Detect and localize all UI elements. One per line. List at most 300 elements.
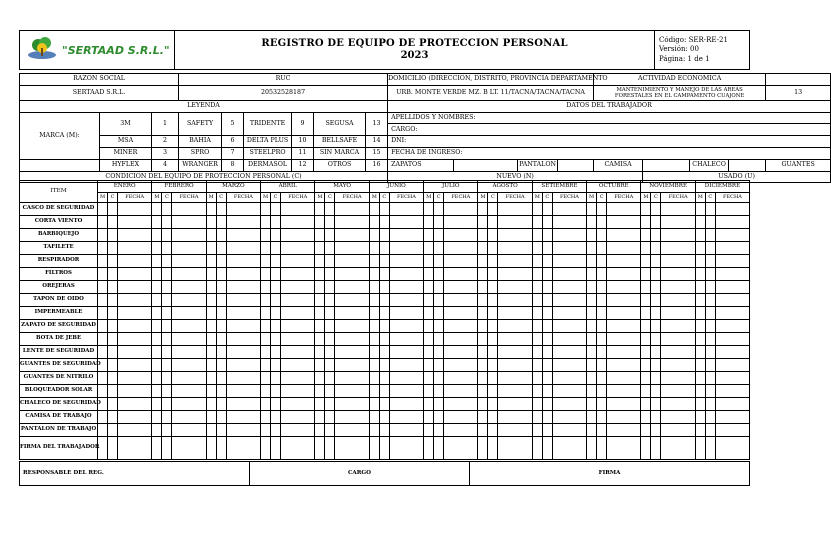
condicion-cell[interactable] bbox=[651, 398, 661, 411]
marca-cell[interactable] bbox=[532, 411, 542, 424]
marca-cell[interactable] bbox=[695, 242, 705, 255]
condicion-cell[interactable] bbox=[488, 216, 498, 229]
condicion-cell[interactable] bbox=[705, 229, 715, 242]
fecha-cell[interactable] bbox=[715, 398, 749, 411]
condicion-cell[interactable] bbox=[108, 398, 118, 411]
marca-cell[interactable] bbox=[206, 359, 216, 372]
marca-cell[interactable] bbox=[478, 294, 488, 307]
condicion-cell[interactable] bbox=[434, 255, 444, 268]
marca-cell[interactable] bbox=[261, 281, 271, 294]
condicion-cell[interactable] bbox=[705, 346, 715, 359]
condicion-cell[interactable] bbox=[542, 281, 552, 294]
fecha-cell[interactable] bbox=[498, 229, 532, 242]
cargo-field[interactable]: CARGO: bbox=[388, 124, 831, 136]
fecha-cell[interactable] bbox=[661, 229, 695, 242]
marca-cell[interactable] bbox=[152, 372, 162, 385]
marca-cell[interactable] bbox=[369, 294, 379, 307]
fecha-cell[interactable] bbox=[498, 411, 532, 424]
firma-cell[interactable] bbox=[641, 437, 651, 460]
marca-cell[interactable] bbox=[532, 320, 542, 333]
condicion-cell[interactable] bbox=[108, 372, 118, 385]
marca-cell[interactable] bbox=[478, 333, 488, 346]
marca-cell[interactable] bbox=[369, 424, 379, 437]
fecha-cell[interactable] bbox=[172, 268, 206, 281]
marca-cell[interactable] bbox=[478, 346, 488, 359]
firma-cell[interactable] bbox=[152, 437, 162, 460]
marca-cell[interactable] bbox=[315, 255, 325, 268]
marca-cell[interactable] bbox=[261, 320, 271, 333]
marca-cell[interactable] bbox=[152, 255, 162, 268]
marca-cell[interactable] bbox=[315, 411, 325, 424]
marca-cell[interactable] bbox=[152, 385, 162, 398]
condicion-cell[interactable] bbox=[379, 372, 389, 385]
marca-cell[interactable] bbox=[206, 346, 216, 359]
fecha-cell[interactable] bbox=[389, 333, 423, 346]
marca-cell[interactable] bbox=[641, 216, 651, 229]
condicion-cell[interactable] bbox=[705, 398, 715, 411]
marca-cell[interactable] bbox=[369, 255, 379, 268]
condicion-cell[interactable] bbox=[325, 424, 335, 437]
fecha-cell[interactable] bbox=[715, 216, 749, 229]
condicion-cell[interactable] bbox=[597, 294, 607, 307]
condicion-cell[interactable] bbox=[216, 346, 226, 359]
condicion-cell[interactable] bbox=[434, 294, 444, 307]
condicion-cell[interactable] bbox=[108, 255, 118, 268]
fecha-cell[interactable] bbox=[444, 281, 478, 294]
condicion-cell[interactable] bbox=[216, 307, 226, 320]
fecha-cell[interactable] bbox=[661, 385, 695, 398]
fecha-cell[interactable] bbox=[552, 320, 586, 333]
marca-cell[interactable] bbox=[641, 346, 651, 359]
marca-cell[interactable] bbox=[261, 372, 271, 385]
fecha-cell[interactable] bbox=[226, 255, 260, 268]
condicion-cell[interactable] bbox=[651, 346, 661, 359]
condicion-cell[interactable] bbox=[271, 346, 281, 359]
fecha-cell[interactable] bbox=[118, 216, 152, 229]
fecha-cell[interactable] bbox=[172, 398, 206, 411]
fecha-cell[interactable] bbox=[281, 398, 315, 411]
condicion-cell[interactable] bbox=[651, 320, 661, 333]
marca-cell[interactable] bbox=[315, 294, 325, 307]
condicion-cell[interactable] bbox=[325, 255, 335, 268]
firma-cell[interactable] bbox=[542, 437, 552, 460]
marca-cell[interactable] bbox=[478, 281, 488, 294]
firma-cell[interactable] bbox=[369, 437, 379, 460]
condicion-cell[interactable] bbox=[542, 268, 552, 281]
fecha-cell[interactable] bbox=[118, 294, 152, 307]
marca-cell[interactable] bbox=[478, 307, 488, 320]
marca-cell[interactable] bbox=[587, 255, 597, 268]
marca-cell[interactable] bbox=[152, 333, 162, 346]
fecha-cell[interactable] bbox=[444, 203, 478, 216]
condicion-cell[interactable] bbox=[162, 216, 172, 229]
firma-cell[interactable] bbox=[444, 437, 478, 460]
fecha-cell[interactable] bbox=[281, 229, 315, 242]
condicion-cell[interactable] bbox=[488, 359, 498, 372]
condicion-cell[interactable] bbox=[488, 320, 498, 333]
marca-cell[interactable] bbox=[261, 385, 271, 398]
firma-cell[interactable] bbox=[424, 437, 434, 460]
condicion-cell[interactable] bbox=[325, 229, 335, 242]
marca-cell[interactable] bbox=[532, 281, 542, 294]
fecha-cell[interactable] bbox=[226, 385, 260, 398]
firma-cell[interactable] bbox=[281, 437, 315, 460]
fecha-cell[interactable] bbox=[661, 333, 695, 346]
condicion-cell[interactable] bbox=[651, 333, 661, 346]
fecha-cell[interactable] bbox=[552, 385, 586, 398]
marca-cell[interactable] bbox=[152, 320, 162, 333]
condicion-cell[interactable] bbox=[325, 203, 335, 216]
fecha-cell[interactable] bbox=[444, 216, 478, 229]
marca-cell[interactable] bbox=[641, 385, 651, 398]
condicion-cell[interactable] bbox=[651, 216, 661, 229]
fecha-cell[interactable] bbox=[661, 242, 695, 255]
marca-cell[interactable] bbox=[478, 359, 488, 372]
condicion-cell[interactable] bbox=[542, 307, 552, 320]
fecha-cell[interactable] bbox=[172, 424, 206, 437]
condicion-cell[interactable] bbox=[488, 333, 498, 346]
marca-cell[interactable] bbox=[587, 216, 597, 229]
fecha-cell[interactable] bbox=[661, 216, 695, 229]
condicion-cell[interactable] bbox=[488, 281, 498, 294]
marca-cell[interactable] bbox=[261, 398, 271, 411]
fecha-cell[interactable] bbox=[498, 359, 532, 372]
fecha-cell[interactable] bbox=[281, 268, 315, 281]
marca-cell[interactable] bbox=[587, 385, 597, 398]
condicion-cell[interactable] bbox=[434, 268, 444, 281]
condicion-cell[interactable] bbox=[379, 307, 389, 320]
fecha-cell[interactable] bbox=[389, 229, 423, 242]
marca-cell[interactable] bbox=[641, 320, 651, 333]
fecha-cell[interactable] bbox=[281, 294, 315, 307]
firma-cell[interactable] bbox=[98, 437, 108, 460]
condicion-cell[interactable] bbox=[379, 203, 389, 216]
marca-cell[interactable] bbox=[587, 242, 597, 255]
fecha-cell[interactable] bbox=[335, 320, 369, 333]
marca-cell[interactable] bbox=[424, 346, 434, 359]
condicion-cell[interactable] bbox=[379, 242, 389, 255]
marca-cell[interactable] bbox=[478, 229, 488, 242]
marca-cell[interactable] bbox=[152, 398, 162, 411]
fecha-cell[interactable] bbox=[335, 372, 369, 385]
condicion-cell[interactable] bbox=[271, 398, 281, 411]
firma-cell[interactable] bbox=[118, 437, 152, 460]
marca-cell[interactable] bbox=[587, 307, 597, 320]
condicion-cell[interactable] bbox=[379, 359, 389, 372]
condicion-cell[interactable] bbox=[651, 281, 661, 294]
marca-cell[interactable] bbox=[206, 242, 216, 255]
marca-cell[interactable] bbox=[424, 333, 434, 346]
marca-cell[interactable] bbox=[206, 385, 216, 398]
fecha-cell[interactable] bbox=[172, 203, 206, 216]
marca-cell[interactable] bbox=[532, 398, 542, 411]
marca-cell[interactable] bbox=[315, 333, 325, 346]
condicion-cell[interactable] bbox=[434, 333, 444, 346]
firma-cell[interactable] bbox=[587, 437, 597, 460]
fecha-cell[interactable] bbox=[118, 385, 152, 398]
fecha-cell[interactable] bbox=[607, 268, 641, 281]
marca-cell[interactable] bbox=[261, 203, 271, 216]
fecha-cell[interactable] bbox=[498, 307, 532, 320]
marca-cell[interactable] bbox=[152, 229, 162, 242]
marca-cell[interactable] bbox=[641, 307, 651, 320]
fecha-cell[interactable] bbox=[335, 281, 369, 294]
fecha-cell[interactable] bbox=[444, 398, 478, 411]
condicion-cell[interactable] bbox=[325, 307, 335, 320]
marca-cell[interactable] bbox=[695, 281, 705, 294]
condicion-cell[interactable] bbox=[271, 372, 281, 385]
fecha-cell[interactable] bbox=[335, 216, 369, 229]
condicion-cell[interactable] bbox=[108, 229, 118, 242]
marca-cell[interactable] bbox=[478, 372, 488, 385]
marca-cell[interactable] bbox=[152, 424, 162, 437]
marca-cell[interactable] bbox=[369, 203, 379, 216]
fecha-cell[interactable] bbox=[444, 411, 478, 424]
fecha-cell[interactable] bbox=[715, 424, 749, 437]
marca-cell[interactable] bbox=[695, 372, 705, 385]
fecha-cell[interactable] bbox=[226, 307, 260, 320]
fecha-cell[interactable] bbox=[444, 346, 478, 359]
condicion-cell[interactable] bbox=[705, 333, 715, 346]
condicion-cell[interactable] bbox=[216, 372, 226, 385]
condicion-cell[interactable] bbox=[705, 268, 715, 281]
fecha-cell[interactable] bbox=[607, 359, 641, 372]
fecha-cell[interactable] bbox=[444, 320, 478, 333]
fecha-cell[interactable] bbox=[118, 424, 152, 437]
condicion-cell[interactable] bbox=[162, 333, 172, 346]
firma-cell[interactable] bbox=[335, 437, 369, 460]
fecha-cell[interactable] bbox=[444, 307, 478, 320]
firma-cell[interactable] bbox=[715, 437, 749, 460]
fecha-cell[interactable] bbox=[226, 359, 260, 372]
marca-cell[interactable] bbox=[641, 294, 651, 307]
firma-cell[interactable] bbox=[261, 437, 271, 460]
condicion-cell[interactable] bbox=[542, 229, 552, 242]
fecha-cell[interactable] bbox=[715, 203, 749, 216]
marca-cell[interactable] bbox=[641, 255, 651, 268]
marca-cell[interactable] bbox=[587, 372, 597, 385]
fecha-cell[interactable] bbox=[389, 385, 423, 398]
marca-cell[interactable] bbox=[478, 398, 488, 411]
fecha-cell[interactable] bbox=[118, 359, 152, 372]
condicion-cell[interactable] bbox=[434, 346, 444, 359]
fecha-cell[interactable] bbox=[389, 346, 423, 359]
fecha-cell[interactable] bbox=[172, 255, 206, 268]
fecha-cell[interactable] bbox=[226, 346, 260, 359]
marca-cell[interactable] bbox=[695, 255, 705, 268]
condicion-cell[interactable] bbox=[162, 229, 172, 242]
marca-cell[interactable] bbox=[695, 216, 705, 229]
fecha-cell[interactable] bbox=[607, 320, 641, 333]
condicion-cell[interactable] bbox=[542, 411, 552, 424]
fecha-cell[interactable] bbox=[118, 346, 152, 359]
marca-cell[interactable] bbox=[98, 229, 108, 242]
condicion-cell[interactable] bbox=[597, 359, 607, 372]
condicion-cell[interactable] bbox=[651, 359, 661, 372]
condicion-cell[interactable] bbox=[216, 216, 226, 229]
fecha-cell[interactable] bbox=[335, 346, 369, 359]
marca-cell[interactable] bbox=[587, 268, 597, 281]
condicion-cell[interactable] bbox=[434, 203, 444, 216]
condicion-cell[interactable] bbox=[271, 424, 281, 437]
marca-cell[interactable] bbox=[369, 307, 379, 320]
fecha-cell[interactable] bbox=[389, 424, 423, 437]
condicion-cell[interactable] bbox=[379, 255, 389, 268]
fecha-cell[interactable] bbox=[335, 307, 369, 320]
fecha-cell[interactable] bbox=[607, 294, 641, 307]
fecha-cell[interactable] bbox=[118, 372, 152, 385]
marca-cell[interactable] bbox=[206, 203, 216, 216]
talla-pantalon-value[interactable] bbox=[558, 159, 594, 171]
fecha-cell[interactable] bbox=[498, 281, 532, 294]
marca-cell[interactable] bbox=[261, 216, 271, 229]
fecha-cell[interactable] bbox=[552, 294, 586, 307]
marca-cell[interactable] bbox=[315, 281, 325, 294]
firma-cell[interactable] bbox=[651, 437, 661, 460]
fecha-cell[interactable] bbox=[226, 203, 260, 216]
firma-cell[interactable] bbox=[705, 437, 715, 460]
marca-cell[interactable] bbox=[206, 424, 216, 437]
fecha-cell[interactable] bbox=[172, 294, 206, 307]
marca-cell[interactable] bbox=[369, 333, 379, 346]
fecha-cell[interactable] bbox=[389, 294, 423, 307]
fecha-cell[interactable] bbox=[281, 255, 315, 268]
condicion-cell[interactable] bbox=[162, 294, 172, 307]
marca-cell[interactable] bbox=[424, 203, 434, 216]
marca-cell[interactable] bbox=[695, 359, 705, 372]
fecha-cell[interactable] bbox=[552, 229, 586, 242]
firma-cell[interactable] bbox=[206, 437, 216, 460]
fecha-cell[interactable] bbox=[444, 424, 478, 437]
marca-cell[interactable] bbox=[152, 242, 162, 255]
firma-cell[interactable] bbox=[597, 437, 607, 460]
condicion-cell[interactable] bbox=[325, 411, 335, 424]
condicion-cell[interactable] bbox=[597, 229, 607, 242]
marca-cell[interactable] bbox=[261, 346, 271, 359]
condicion-cell[interactable] bbox=[542, 320, 552, 333]
marca-cell[interactable] bbox=[315, 372, 325, 385]
condicion-cell[interactable] bbox=[325, 398, 335, 411]
condicion-cell[interactable] bbox=[216, 333, 226, 346]
marca-cell[interactable] bbox=[424, 281, 434, 294]
marca-cell[interactable] bbox=[478, 255, 488, 268]
fecha-cell[interactable] bbox=[552, 216, 586, 229]
marca-cell[interactable] bbox=[424, 359, 434, 372]
marca-cell[interactable] bbox=[152, 294, 162, 307]
condicion-cell[interactable] bbox=[325, 333, 335, 346]
condicion-cell[interactable] bbox=[488, 398, 498, 411]
condicion-cell[interactable] bbox=[162, 359, 172, 372]
condicion-cell[interactable] bbox=[271, 242, 281, 255]
condicion-cell[interactable] bbox=[597, 255, 607, 268]
condicion-cell[interactable] bbox=[379, 398, 389, 411]
fecha-cell[interactable] bbox=[335, 333, 369, 346]
condicion-cell[interactable] bbox=[705, 320, 715, 333]
condicion-cell[interactable] bbox=[705, 255, 715, 268]
marca-cell[interactable] bbox=[532, 268, 542, 281]
condicion-cell[interactable] bbox=[216, 359, 226, 372]
cargo-footer-field[interactable]: CARGO bbox=[250, 462, 470, 486]
marca-cell[interactable] bbox=[261, 268, 271, 281]
fecha-cell[interactable] bbox=[661, 307, 695, 320]
condicion-cell[interactable] bbox=[542, 203, 552, 216]
marca-cell[interactable] bbox=[478, 320, 488, 333]
marca-cell[interactable] bbox=[695, 268, 705, 281]
condicion-cell[interactable] bbox=[705, 203, 715, 216]
marca-cell[interactable] bbox=[315, 268, 325, 281]
firma-cell[interactable] bbox=[216, 437, 226, 460]
fecha-cell[interactable] bbox=[444, 255, 478, 268]
fecha-cell[interactable] bbox=[661, 359, 695, 372]
condicion-cell[interactable] bbox=[216, 320, 226, 333]
fecha-cell[interactable] bbox=[226, 411, 260, 424]
marca-cell[interactable] bbox=[587, 424, 597, 437]
fecha-cell[interactable] bbox=[552, 255, 586, 268]
fecha-cell[interactable] bbox=[715, 281, 749, 294]
condicion-cell[interactable] bbox=[216, 281, 226, 294]
fecha-cell[interactable] bbox=[172, 242, 206, 255]
condicion-cell[interactable] bbox=[705, 307, 715, 320]
fecha-cell[interactable] bbox=[444, 268, 478, 281]
condicion-cell[interactable] bbox=[325, 385, 335, 398]
marca-cell[interactable] bbox=[315, 424, 325, 437]
fecha-cell[interactable] bbox=[118, 229, 152, 242]
condicion-cell[interactable] bbox=[379, 320, 389, 333]
fecha-cell[interactable] bbox=[715, 359, 749, 372]
marca-cell[interactable] bbox=[695, 294, 705, 307]
fecha-cell[interactable] bbox=[281, 320, 315, 333]
fecha-cell[interactable] bbox=[607, 281, 641, 294]
condicion-cell[interactable] bbox=[162, 424, 172, 437]
condicion-cell[interactable] bbox=[216, 268, 226, 281]
fecha-cell[interactable] bbox=[118, 307, 152, 320]
fecha-cell[interactable] bbox=[607, 307, 641, 320]
fecha-cell[interactable] bbox=[172, 346, 206, 359]
marca-cell[interactable] bbox=[315, 320, 325, 333]
fecha-cell[interactable] bbox=[607, 333, 641, 346]
fecha-cell[interactable] bbox=[552, 346, 586, 359]
marca-cell[interactable] bbox=[261, 359, 271, 372]
fecha-cell[interactable] bbox=[335, 424, 369, 437]
condicion-cell[interactable] bbox=[271, 333, 281, 346]
marca-cell[interactable] bbox=[206, 268, 216, 281]
fecha-cell[interactable] bbox=[281, 242, 315, 255]
condicion-cell[interactable] bbox=[162, 411, 172, 424]
fecha-cell[interactable] bbox=[607, 255, 641, 268]
fecha-cell[interactable] bbox=[715, 333, 749, 346]
condicion-cell[interactable] bbox=[325, 216, 335, 229]
fecha-cell[interactable] bbox=[498, 255, 532, 268]
marca-cell[interactable] bbox=[424, 255, 434, 268]
fecha-cell[interactable] bbox=[552, 333, 586, 346]
fecha-cell[interactable] bbox=[389, 359, 423, 372]
marca-cell[interactable] bbox=[369, 411, 379, 424]
fecha-cell[interactable] bbox=[172, 320, 206, 333]
fecha-cell[interactable] bbox=[552, 372, 586, 385]
condicion-cell[interactable] bbox=[216, 424, 226, 437]
firma-cell[interactable] bbox=[172, 437, 206, 460]
condicion-cell[interactable] bbox=[271, 229, 281, 242]
fecha-cell[interactable] bbox=[335, 255, 369, 268]
marca-cell[interactable] bbox=[424, 216, 434, 229]
fecha-cell[interactable] bbox=[607, 216, 641, 229]
marca-cell[interactable] bbox=[369, 359, 379, 372]
marca-cell[interactable] bbox=[261, 229, 271, 242]
marca-cell[interactable] bbox=[369, 216, 379, 229]
marca-cell[interactable] bbox=[532, 372, 542, 385]
condicion-cell[interactable] bbox=[216, 203, 226, 216]
marca-cell[interactable] bbox=[98, 346, 108, 359]
